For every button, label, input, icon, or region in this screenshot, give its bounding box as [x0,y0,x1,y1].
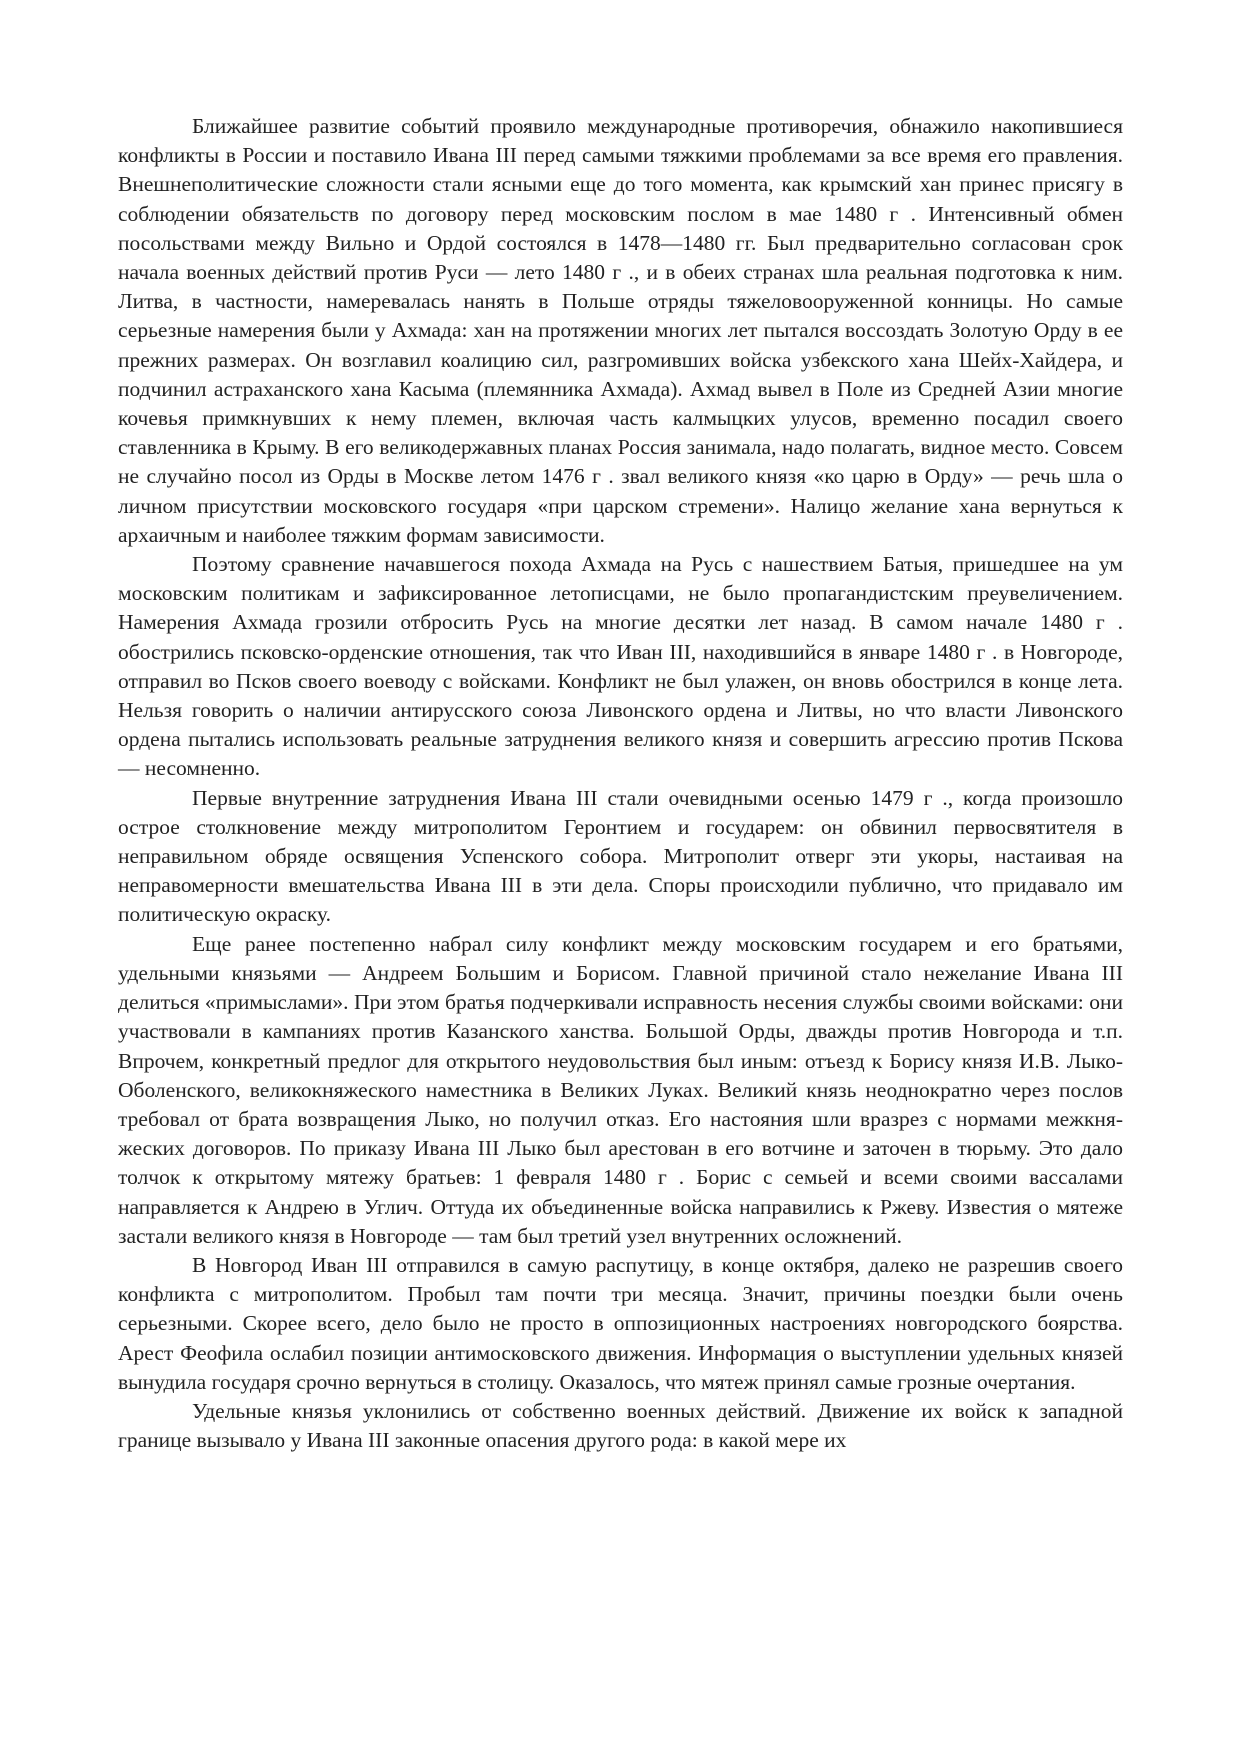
paragraph-4: Еще ранее постепенно набрал силу конфликт между московским государем и его братьями, удельными князьями — Андреем Большим и Борисом. Главной причиной стало нежелание Ивана III делиться «примыслами». При этом братья подчеркивали исправность несения службы своими войсками: они участвовали в кампаниях против Казанского ханства. Большой Орды, дважды против Новгорода и т.п. Впрочем, конкретный предлог для открытого неудовольствия был иным: отъезд к Борису князя И.В. Лыко-Оболенского, великокняжеского наместника в Великих Луках. Великий князь неоднократно через послов требовал от брата возвращения Лыко, но получил отказ. Его настояния шли вразрез с нормами межкняжеских договоров. По приказу Ивана III Лыко был арестован в его вотчине и заточен в тюрьму. Это дало толчок к открытому мятежу братьев: 1 февраля 1480 г . Борис с семьей и всеми своими вассалами направляется к Андрею в Углич. Оттуда их объединенные войска направились к Ржеву. Известия о мятеже застали великого князя в Новгороде — там был третий узел внутренних осложнений. [118,931,1123,1248]
paragraph-1: Ближайшее развитие событий проявило международные противоречия, обнажило накопившиеся конфликты в России и поставило Ивана III перед самыми тяжкими проблемами за все время его правления. Внешнеполитические сложности стали ясными еще до того момента, как крымский хан принес присягу в соблюдении обязательств по договору перед московским послом в мае 1480 г . Интенсивный обмен посольствами между Вильно и Ордой состоялся в 1478—1480 гг. Был предварительно согласован срок начала военных действий против Руси — лето 1480 г ., и в обеих странах шла реальная подготовка к ним. Литва, в частности, намеревалась нанять в Польше отряды тяжеловооруженной конницы. Но самые серьезные намерения были у Ахмада: хан на протяжении многих лет пытался воссоздать Золотую Орду в ее прежних размерах. Он возглавил коалицию сил, разгромивших войска узбекского хана Шейх-Хайдера, и подчинил астраханского хана Касыма (племянника Ахмада). Ахмад вывел в Поле из Средней Азии многие кочевья примкнувших к нему племен, включая часть калмыцких улусов, временно посадил своего ставленника в Крыму. В его великодержавных планах Россия занимала, надо полагать, видное место. Совсем не случайно посол из Орды в Москве летом 1476 г . звал великого князя «ко царю в Орду» — речь шла о личном присутствии московского государя «при царском стремени». Налицо желание хана вернуться к архаичным и наиболее тяжким формам зависимости. [118,114,1123,547]
document-page [118,112,1123,1455]
paragraph-6: Удельные князья уклонились от собственно военных действий. Движение их войск к западной границе вызывало у Ивана III законные опасения другого рода: в какой мере их [118,1398,1123,1453]
paragraph-3: Первые внутренние затруднения Ивана III стали очевидными осенью 1479 г ., когда произошло острое столкновение между митрополитом Геронтием и государем: он обвинил первосвятителя в неправильном обряде освящения Успенского собора. Митрополит отверг эти укоры, настаивая на неправомерности вмешательства Ивана III в эти дела. Споры происходили публично, что придавало им политическую окраску. [118,785,1123,927]
paragraph-5: В Новгород Иван III отправился в самую распутицу, в конце октября, далеко не разрешив своего конфликта с митрополитом. Пробыл там почти три месяца. Значит, причины поездки были очень серьезными. Скорее всего, дело было не просто в оппозиционных настроениях новгородского боярства. Арест Феофила ослабил позиции антимосковского движения. Информация о выступлении удельных князей вынудила государя срочно вернуться в столицу. Оказалось, что мятеж принял самые грозные очертания. [118,1252,1123,1394]
paragraph-2: Поэтому сравнение начавшегося похода Ахмада на Русь с нашествием Батыя, пришедшее на ум московским политикам и зафиксированное летописцами, не было пропагандистским преувеличением. Намерения Ахмада грозили отбросить Русь на многие десятки лет назад. В самом начале 1480 г . обострились псковско-орденские отношения, так что Иван III, находившийся в январе 1480 г . в Новгороде, отправил во Псков своего воеводу с войсками. Конфликт не был улажен, он вновь обострился в конце лета. Нельзя говорить о наличии антирусского союза Ливонского ордена и Литвы, но что власти Ливонского ордена пытались использовать реальные затруднения великого князя и совершить агрессию против Пскова — несомненно. [118,552,1123,781]
